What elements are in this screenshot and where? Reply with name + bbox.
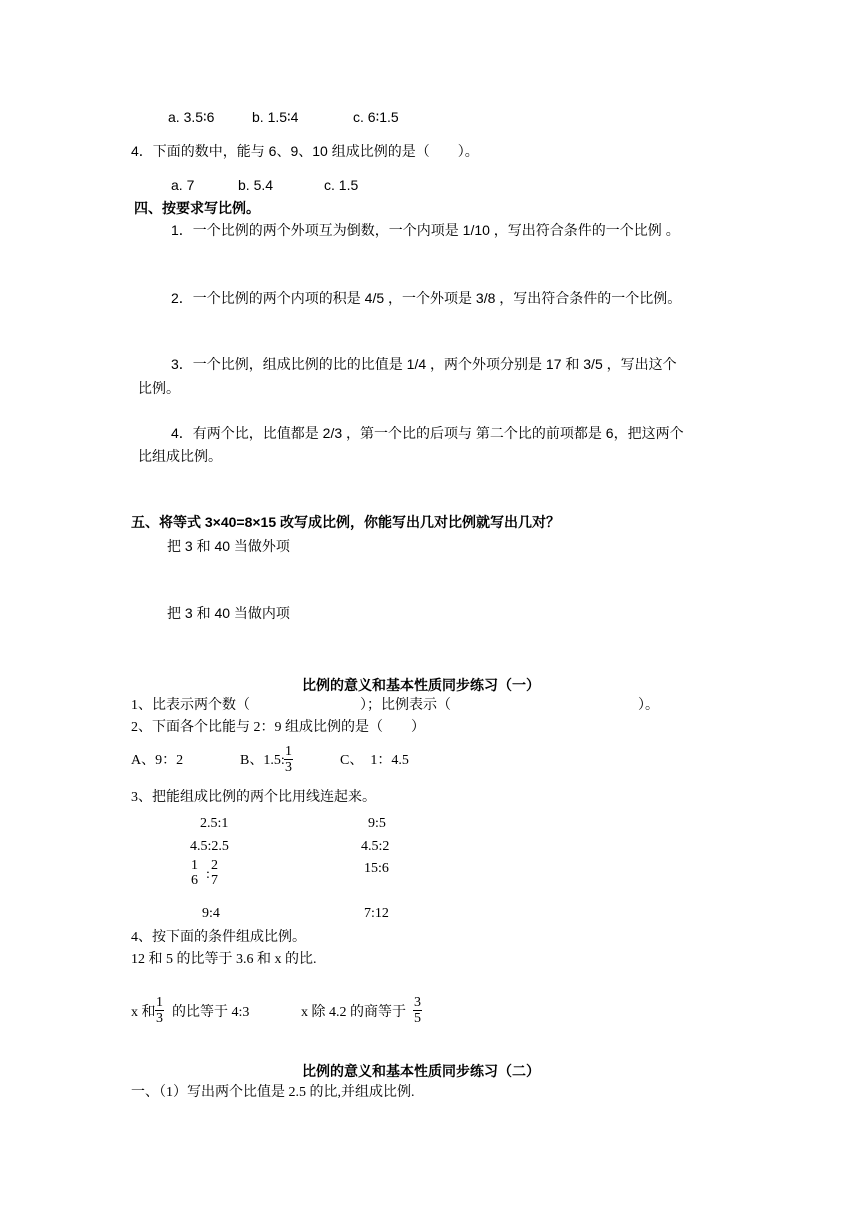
ex1-left-ratio-3: 9:4	[202, 906, 220, 921]
section4-item4-line2: 比组成比例。	[138, 448, 222, 464]
q3-option-b: b. 1.5∶4	[252, 109, 299, 125]
ex1-right-ratio-3: 15:6	[364, 861, 389, 876]
ex1-left-fraction-2	[210, 858, 219, 888]
ex1-left-fraction-1	[190, 858, 199, 888]
fraction-denominator: 3	[285, 760, 292, 775]
section4-title: 四、按要求写比例。	[134, 200, 260, 216]
fraction-numerator: 1	[156, 995, 163, 1010]
ex1-q1-part3: ）。	[638, 698, 659, 713]
ex1-right-ratio-1: 9:5	[368, 816, 386, 831]
section5-inner: 把 3 和 40 当做内项	[167, 605, 290, 621]
ex1-q2-option-b-fraction	[284, 744, 293, 775]
q4-option-a: a. 7	[171, 177, 195, 193]
fraction-denominator: 6	[191, 873, 198, 888]
fraction-numerator: 3	[414, 995, 421, 1010]
fraction-denominator: 5	[414, 1011, 421, 1026]
ex1-q4: 4、按下面的条件组成比例。	[131, 930, 306, 945]
section4-item3-line2: 比例。	[138, 380, 180, 396]
ex1-right-ratio-4: 7:12	[364, 906, 389, 921]
section5-title: 五、将等式 3×40=8×15 改写成比例，你能写出几对比例就写出几对？	[131, 514, 561, 530]
q3-option-c: c. 6∶1.5	[353, 109, 399, 125]
ex1-right-ratio-2: 4.5:2	[361, 839, 390, 854]
section4-item2: 2．一个比例的两个内项的积是 4/5 ，一个外项是 3/8 ，写出符合条件的一个比例。	[171, 290, 682, 306]
ex1-q2: 2、下面各个比能与 2：9 组成比例的是（ ）	[131, 720, 425, 735]
fraction-denominator: 7	[211, 873, 218, 888]
ex1-left-ratio-1: 2.5:1	[200, 816, 229, 831]
ex1-q4-a: 12 和 5 的比等于 3.6 和 x 的比.	[131, 952, 317, 967]
fraction-numerator: 1	[285, 744, 292, 759]
ex1-q1-part2: ）；比例表示（	[360, 698, 451, 713]
q4-stem: 4．下面的数中，能与 6、9、10 组成比例的是（ ）。	[131, 143, 479, 159]
section5-outer: 把 3 和 40 当做外项	[167, 538, 290, 554]
ex1-left-ratio-2: 4.5:2.5	[190, 839, 229, 854]
ex1-q4-b-fraction	[155, 995, 164, 1026]
section4-item4-line1: 4．有两个比，比值都是 2/3 ，第一个比的后项与 第二个比的前项都是 6，把这两个	[171, 425, 684, 441]
section4-item3-line1: 3．一个比例，组成比例的比的比值是 1/4 ，两个外项分别是 17 和 3/5 ，写出这个	[171, 356, 677, 372]
fraction-denominator: 3	[156, 1011, 163, 1026]
q3-option-a: a. 3.5∶6	[168, 109, 215, 125]
section4-item1: 1．一个比例的两个外项互为倒数，一个内项是 1/10 ，写出符合条件的一个比例 。	[171, 222, 680, 238]
ex1-q4-c-prefix: x 除 4.2 的商等于	[301, 1005, 406, 1020]
fraction-numerator: 2	[211, 858, 218, 873]
ex1-q3: 3、把能组成比例的两个比用线连起来。	[131, 790, 376, 805]
ex1-q4-b-suffix: 的比等于 4:3	[172, 1005, 250, 1020]
q4-option-c: c. 1.5	[324, 177, 359, 193]
q4-option-b: b. 5.4	[238, 177, 274, 193]
ex1-q4-b-prefix: x 和	[131, 1005, 156, 1020]
ex1-q2-option-b-prefix: B、1.5:	[240, 753, 285, 768]
ex1-title: 比例的意义和基本性质同步练习（一）	[302, 677, 540, 693]
ex1-left-fraction-sep: :	[206, 867, 210, 882]
ex1-q1-part1: 1、比表示两个数（	[131, 698, 250, 713]
ex1-q2-option-a: A、9：2	[131, 753, 184, 768]
fraction-numerator: 1	[191, 858, 198, 873]
ex1-q2-option-c: C、 1：4.5	[340, 753, 409, 768]
ex2-q1: 一、（1）写出两个比值是 2.5 的比,并组成比例.	[131, 1085, 415, 1100]
ex2-title: 比例的意义和基本性质同步练习（二）	[302, 1063, 540, 1079]
ex1-q4-c-fraction	[413, 995, 422, 1026]
